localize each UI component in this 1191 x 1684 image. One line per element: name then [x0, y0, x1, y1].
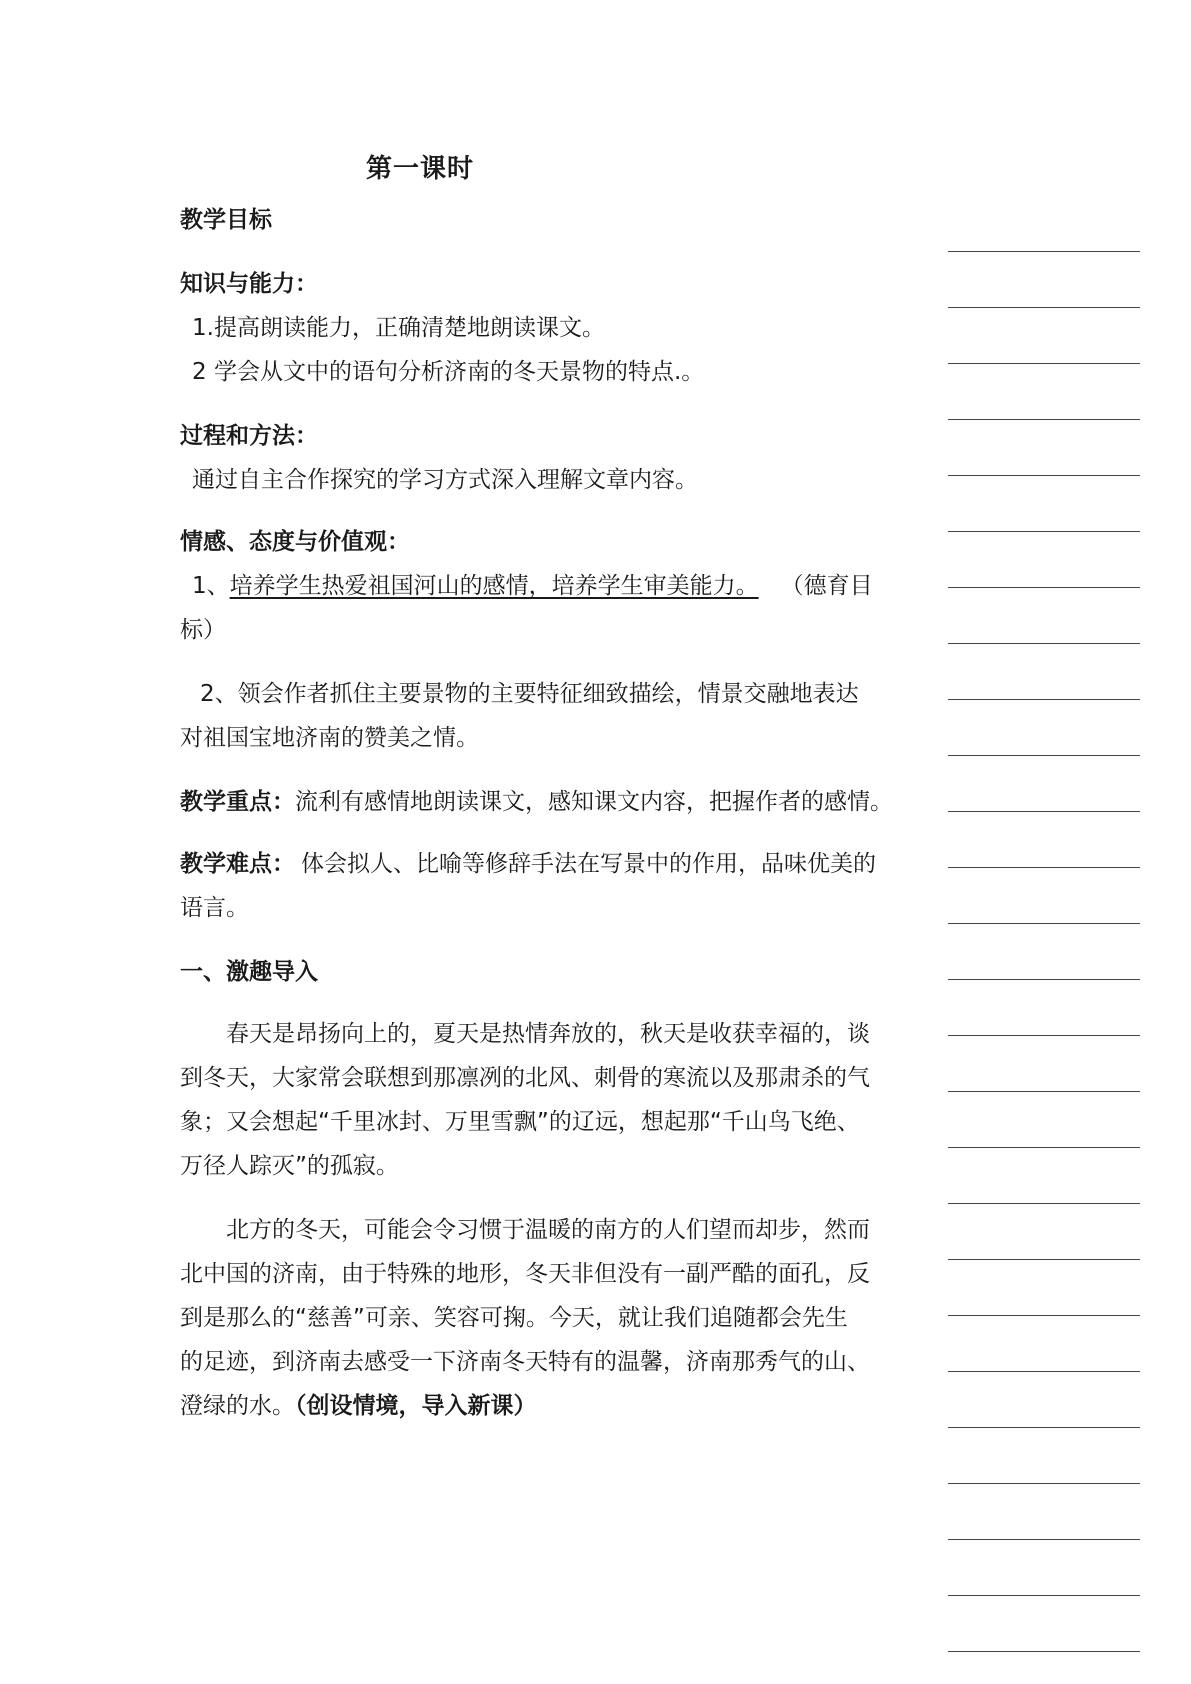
para1-line1: 春天是昂扬向上的，夏天是热情奔放的，秋天是收获幸福的，谈: [226, 1021, 870, 1047]
note-line: [948, 979, 1140, 980]
note-line: [948, 531, 1140, 532]
note-line: [948, 475, 1140, 476]
margin-note-lines: [948, 0, 1140, 1684]
note-line: [948, 1427, 1140, 1428]
process-heading: 过程和方法：: [180, 423, 318, 449]
note-line: [948, 1595, 1140, 1596]
note-line: [948, 1035, 1140, 1036]
emotion-item-1-note: （德育目: [780, 573, 873, 599]
para1-line3: 象；又会想起“千里冰封、万里雪飘”的辽远，想起那“千山鸟飞绝、: [180, 1109, 860, 1135]
difficulty-label: 教学难点：: [180, 851, 295, 877]
note-line: [948, 1483, 1140, 1484]
note-line: [948, 1259, 1140, 1260]
emotion-item-1: [192, 570, 873, 602]
note-line: [948, 1147, 1140, 1148]
emotion-item-1-prefix: 1、: [192, 573, 230, 599]
para2-last-text: 澄绿的水。: [180, 1393, 295, 1419]
focus-label: 教学重点：: [180, 789, 295, 815]
emotion-item-2-line2: 对祖国宝地济南的赞美之情。: [180, 725, 479, 751]
section1-heading: 一、激趣导入: [180, 959, 318, 985]
knowledge-item-2: 2 学会从文中的语句分析济南的冬天景物的特点.。: [192, 359, 705, 385]
para2-line5: [180, 1390, 537, 1422]
para1-line2: 到冬天，大家常会联想到那凛冽的北风、刺骨的寒流以及那肃杀的气: [180, 1065, 870, 1091]
note-line: [948, 1651, 1140, 1652]
note-line: [948, 419, 1140, 420]
note-line: [948, 699, 1140, 700]
note-line: [948, 251, 1140, 252]
note-line: [948, 811, 1140, 812]
para2-note: （创设情境，导入新课）: [295, 1393, 537, 1419]
difficulty-line: [180, 848, 876, 880]
process-text: 通过自主合作探究的学习方式深入理解文章内容。: [192, 467, 698, 493]
knowledge-heading: 知识与能力：: [180, 271, 318, 297]
note-line: [948, 923, 1140, 924]
note-line: [948, 1539, 1140, 1540]
note-line: [948, 1315, 1140, 1316]
page-title: 第一课时: [365, 154, 474, 184]
note-line: [948, 1091, 1140, 1092]
focus-text: 流利有感情地朗读课文，感知课文内容，把握作者的感情。: [295, 789, 893, 815]
emotion-item-1-underlined: 培养学生热爱祖国河山的感情，培养学生审美能力。: [229, 573, 759, 599]
goals-heading: 教学目标: [180, 207, 272, 233]
note-line: [948, 755, 1140, 756]
para2-line1: 北方的冬天，可能会令习惯于温暖的南方的人们望而却步，然而: [226, 1217, 870, 1243]
para1-line4: 万径人踪灭”的孤寂。: [180, 1153, 399, 1179]
knowledge-item-1: 1.提高朗读能力，正确清楚地朗读课文。: [192, 315, 605, 341]
note-line: [948, 1371, 1140, 1372]
note-line: [948, 1203, 1140, 1204]
emotion-item-1-note-cont: 标）: [180, 617, 226, 643]
note-line: [948, 867, 1140, 868]
focus-line: [180, 786, 893, 818]
note-line: [948, 363, 1140, 364]
para2-line2: 北中国的济南，由于特殊的地形，冬天非但没有一副严酷的面孔，反: [180, 1261, 870, 1287]
para2-line4: 的足迹，到济南去感受一下济南冬天特有的温馨，济南那秀气的山、: [180, 1349, 870, 1375]
emotion-heading: 情感、态度与价值观：: [180, 529, 410, 555]
note-line: [948, 307, 1140, 308]
emotion-item-2-line1: 2、领会作者抓住主要景物的主要特征细致描绘，情景交融地表达: [200, 681, 859, 707]
note-line: [948, 643, 1140, 644]
difficulty-text-cont: 语言。: [180, 895, 249, 921]
note-line: [948, 587, 1140, 588]
para2-line3: 到是那么的“慈善”可亲、笑容可掬。今天，就让我们追随都会先生: [180, 1305, 848, 1331]
difficulty-text: 体会拟人、比喻等修辞手法在写景中的作用，品味优美的: [301, 851, 876, 877]
